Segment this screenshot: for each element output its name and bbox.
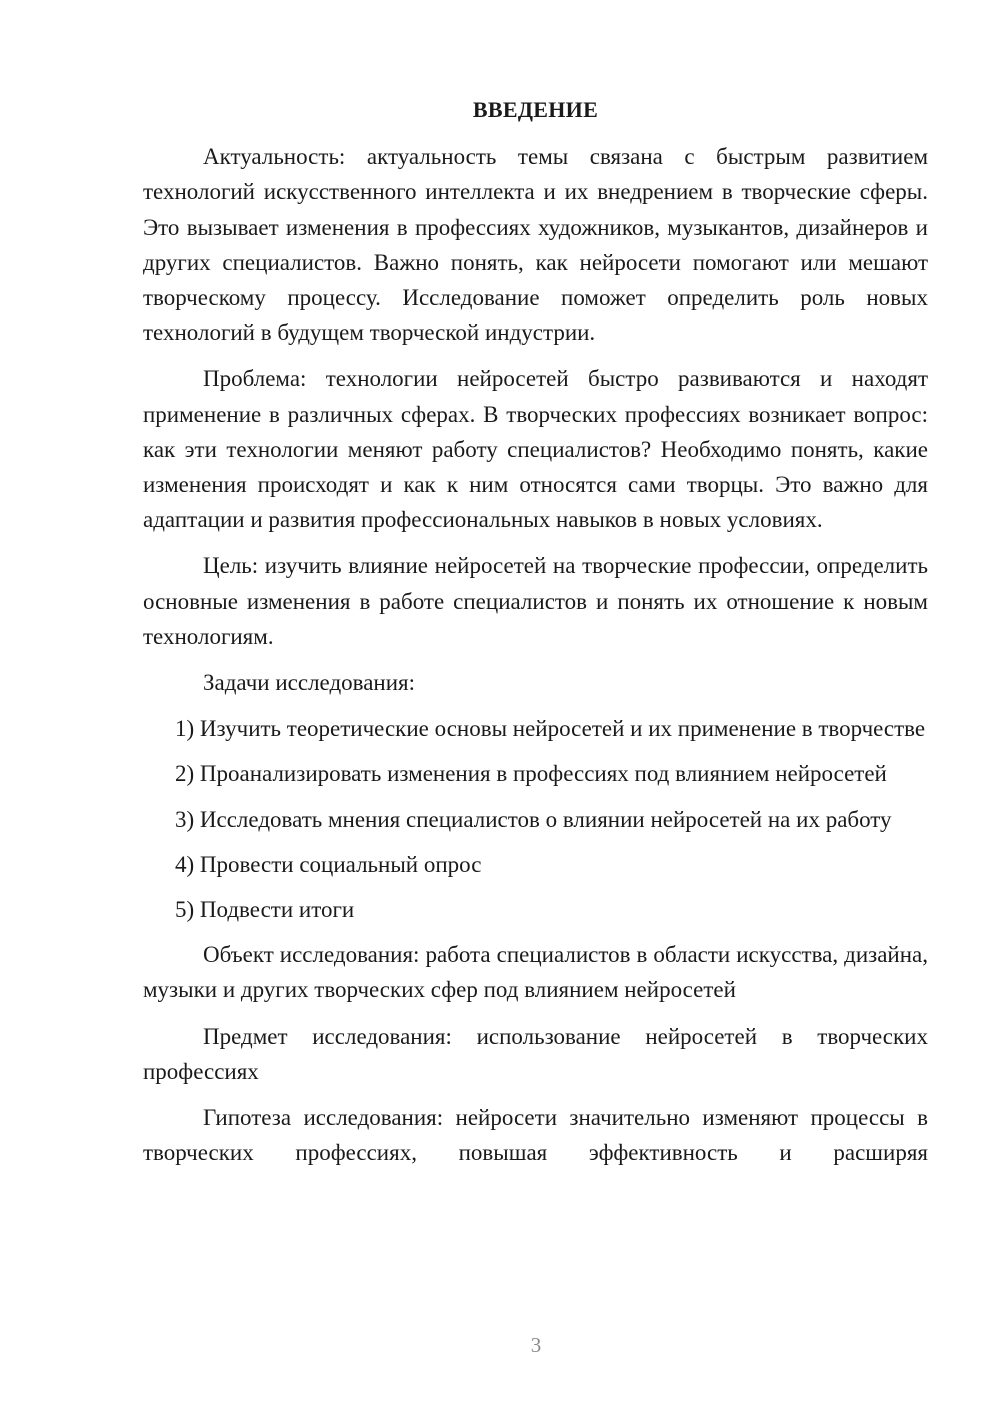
page-number: 3 xyxy=(530,1333,542,1357)
relevance-paragraph: Актуальность: актуальность темы связана с быстрым развитием технологий искусственного интеллекта и их внедрением в творческие сферы. Это вызывает изменения в профессиях художников, музыкантов, дизайнеров и других специалистов. Важно понять, как нейросети помогают или мешают творческому процессу. Исследование поможет определить роль новых технологий в будущем творческой индустрии. xyxy=(143,144,928,346)
goal-paragraph: Цель: изучить влияние нейросетей на творческие профессии, определить основные изменения в работе специалистов и понять их отношение к новым технологиям. xyxy=(143,553,928,649)
object-paragraph: Объект исследования: работа специалистов в области искусства, дизайна, музыки и других творческих сфер под влиянием нейросетей xyxy=(143,942,928,1003)
task-item: 5) Подвести итоги xyxy=(175,897,355,923)
subject-paragraph: Предмет исследования: использование нейросетей в творческих профессиях xyxy=(143,1023,928,1084)
tasks-title: Задачи исследования: xyxy=(203,670,416,696)
section-heading: ВВЕДЕНИЕ xyxy=(472,97,599,122)
document-page xyxy=(143,92,928,1170)
problem-paragraph: Проблема: технологии нейросетей быстро развиваются и находят применение в различных сферах. В творческих профессиях возникает вопрос: как эти технологии меняют работу специалистов? Необходимо понять, какие изменения происходят и как к ним относятся сами творцы. Это важно для адаптации и развития профессиональных навыков в новых условиях. xyxy=(143,366,928,533)
hypothesis-paragraph: Гипотеза исследования: нейросети значительно изменяют процессы в творческих профессиях, повышая эффективность и расширяя xyxy=(143,1105,928,1166)
task-item: 3) Исследовать мнения специалистов о влиянии нейросетей на их работу xyxy=(175,806,892,832)
task-item: 2) Проанализировать изменения в профессиях под влиянием нейросетей xyxy=(175,761,887,787)
task-item: 1) Изучить теоретические основы нейросетей и их применение в творчестве xyxy=(175,716,926,742)
task-item: 4) Провести социальный опрос xyxy=(175,851,482,877)
